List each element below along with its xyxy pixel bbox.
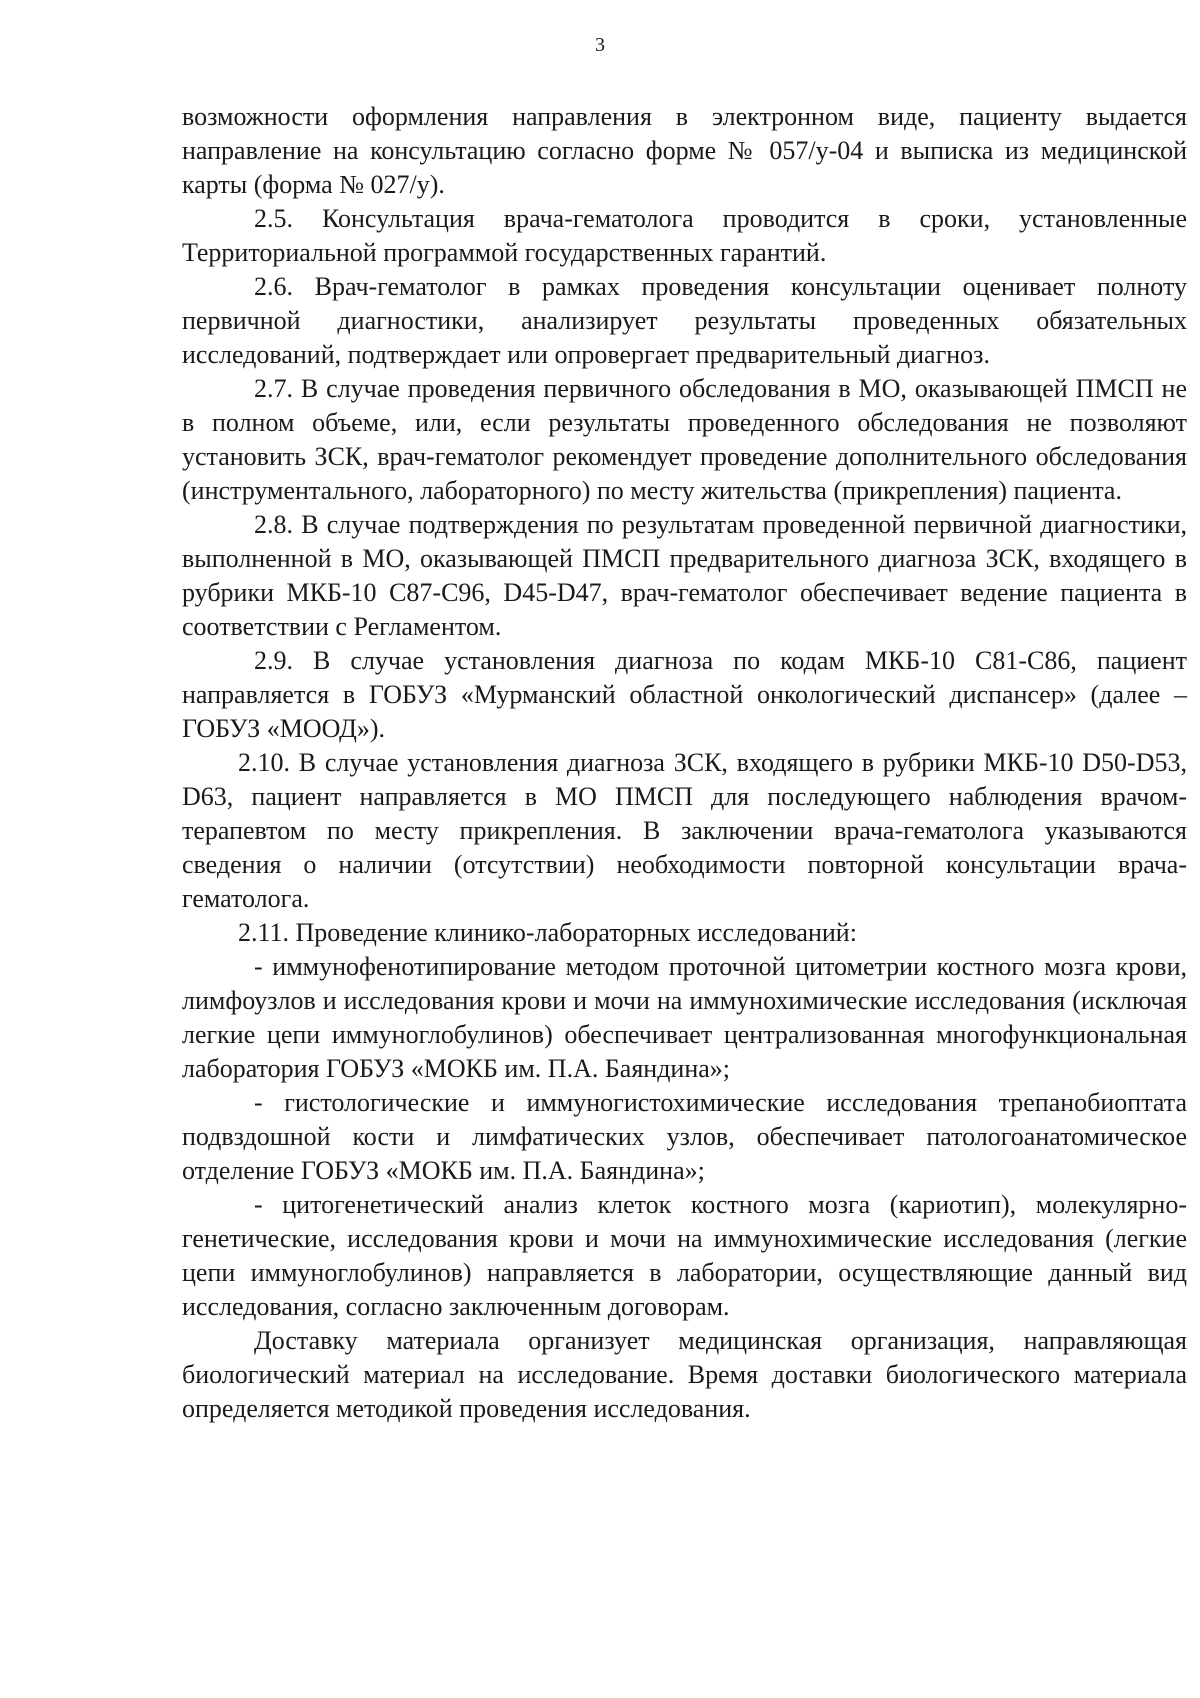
paragraph-continuation: возможности оформления направления в электронном виде, пациенту выдается направление на консультацию согласно форме № 057/у-04 и выписка из медицинской карты (форма № 027/у). <box>182 102 1187 199</box>
paragraph-2-7: 2.7. В случае проведения первичного обследования в МО, оказывающей ПМСП не в полном объеме, или, если результаты проведенного обследования не позволяют установить ЗСК, врач-гематолог рекомендует проведение дополнительного обследования (инструментального, лабораторного) по месту жительства (прикрепления) пациента. <box>182 374 1187 505</box>
paragraph-2-5: 2.5. Консультация врача-гематолога проводится в сроки, установленные Территориальной программой государственных гарантий. <box>182 204 1187 267</box>
list-item-immunophenotyping: - иммунофенотипирование методом проточной цитометрии костного мозга крови, лимфоузлов и исследования крови и мочи на иммунохимические исследования (исключая легкие цепи иммуноглобулинов) обеспечивает централизованная многофункциональная лаборатория ГОБУЗ «МОКБ им. П.А. Баяндина»; <box>182 952 1187 1083</box>
list-item-cytogenetics: - цитогенетический анализ клеток костного мозга (кариотип), молекулярно-генетические, исследования крови и мочи на иммунохимические исследования (легкие цепи иммуноглобулинов) направляется в лаборатории, осуществляющие данный вид исследования, согласно заключенным договорам. <box>182 1190 1187 1321</box>
page-number: 3 <box>595 34 605 56</box>
paragraph-2-9: 2.9. В случае установления диагноза по кодам МКБ-10 С81-С86, пациент направляется в ГОБУЗ «Мурманский областной онкологический диспансер» (далее – ГОБУЗ «МООД»). <box>182 646 1187 743</box>
paragraph-2-10: 2.10. В случае установления диагноза ЗСК, входящего в рубрики МКБ-10 D50-D53, D63, пациент направляется в МО ПМСП для последующего наблюдения врачом-терапевтом по месту прикрепления. В заключении врача-гематолога указываются сведения о наличии (отсутствии) необходимости повторной консультации врача-гематолога. <box>182 748 1187 913</box>
document-body <box>182 100 1187 1426</box>
paragraph-2-11: 2.11. Проведение клинико-лабораторных исследований: <box>238 918 857 947</box>
paragraph-2-6: 2.6. Врач-гематолог в рамках проведения консультации оценивает полноту первичной диагностики, анализирует результаты проведенных обязательных исследований, подтверждает или опровергает предварительный диагноз. <box>182 272 1187 369</box>
paragraph-delivery: Доставку материала организует медицинская организация, направляющая биологический материал на исследование. Время доставки биологического материала определяется методикой проведения исследования. <box>182 1326 1187 1423</box>
paragraph-2-8: 2.8. В случае подтверждения по результатам проведенной первичной диагностики, выполненной в МО, оказывающей ПМСП предварительного диагноза ЗСК, входящего в рубрики МКБ-10 С87-С96, D45-D47, врач-гематолог обеспечивает ведение пациента в соответствии с Регламентом. <box>182 510 1187 641</box>
list-item-histology: - гистологические и иммуногистохимические исследования трепанобиоптата подвздошной кости и лимфатических узлов, обеспечивает патологоанатомическое отделение ГОБУЗ «МОКБ им. П.А. Баяндина»; <box>182 1088 1187 1185</box>
